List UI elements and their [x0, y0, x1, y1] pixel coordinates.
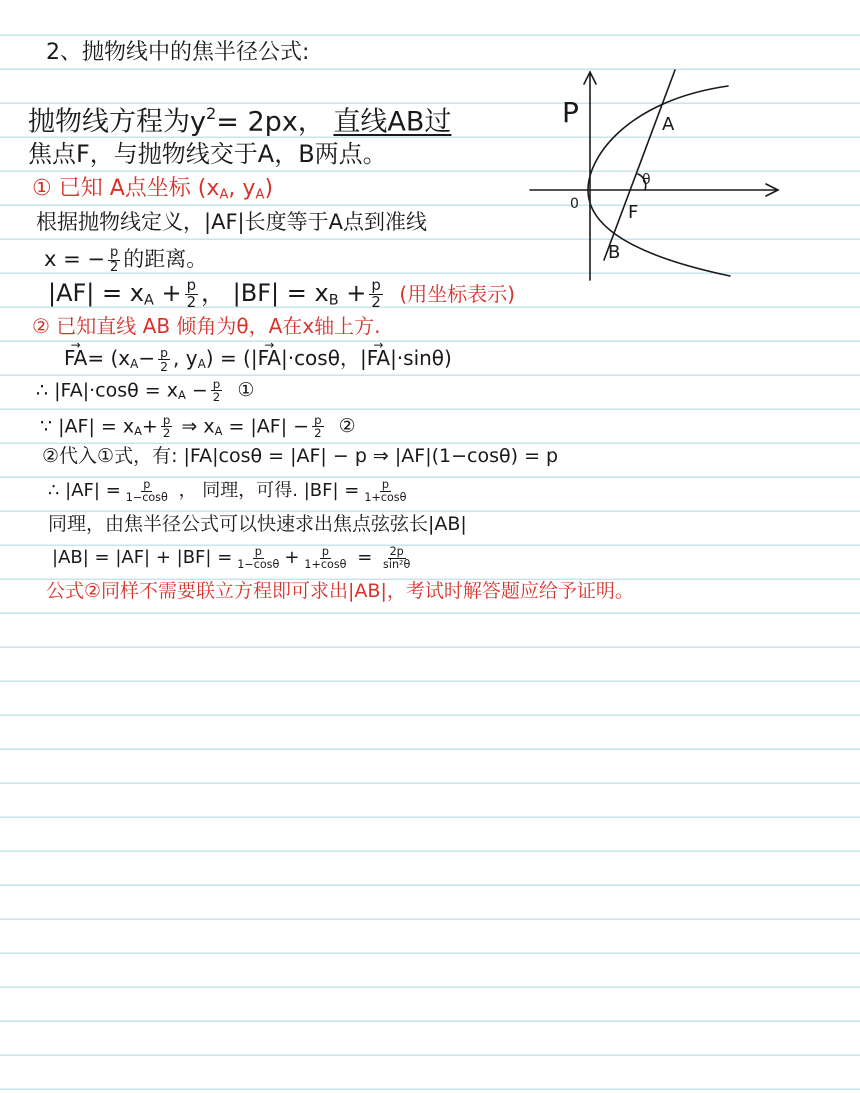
equation-rhs: = 2px，: [216, 106, 325, 138]
step2-sub-2: A: [214, 424, 223, 439]
case1-formula: [48, 278, 515, 310]
fraction-p-over-2: [312, 414, 324, 440]
step2-mark: ②: [338, 415, 356, 438]
af-sub: A: [143, 292, 154, 309]
fraction-p-over-2: [211, 378, 223, 404]
axis-label-p: P: [562, 96, 579, 129]
step2-mid: ⇒ x: [181, 415, 215, 438]
case1-note: (用坐标表示): [399, 282, 516, 307]
frac-num: p: [162, 413, 171, 427]
intro-line-2: 焦点F，与抛物线交于A，B两点。: [28, 140, 387, 168]
vector-fa: → FA: [258, 348, 281, 368]
case1-title-end: ): [264, 176, 274, 201]
point-b-label: B: [608, 242, 621, 263]
frac-den: 1−cosθ: [125, 490, 168, 504]
frac-num: p: [160, 345, 168, 360]
bf-prefix: ， |BF| = x: [201, 279, 329, 308]
conclusion: 公式②同样不需要联立方程即可求出|AB|，考试时解答题应给予证明。: [46, 580, 634, 602]
fraction-p-over-2: [369, 278, 382, 310]
plus-sign: +: [161, 279, 182, 308]
frac-den: 1+cosθ: [304, 557, 347, 571]
fraction-p-over-1-minus-cos: [124, 479, 170, 503]
equation-y: y: [190, 106, 206, 138]
frac-den: 2: [186, 292, 197, 311]
frac-num: 2p: [389, 545, 404, 558]
frac-den: 2: [109, 259, 119, 275]
frac-num: p: [371, 276, 381, 294]
case1-sub-a-2: A: [255, 187, 265, 203]
angle-label: θ: [642, 172, 651, 188]
fraction-2p-over-sin-sq: [381, 546, 412, 570]
fraction-p-over-1-plus-cos: [302, 546, 348, 570]
case2-step-4: [48, 479, 411, 503]
fa-eq-2: , y: [173, 346, 198, 371]
case2-title: ② 已知直线 AB 倾角为θ，A在x轴上方.: [32, 314, 381, 338]
intro-suffix: 直线AB过: [333, 106, 452, 138]
fraction-p-over-1-minus-cos: [235, 546, 281, 570]
frac-den: 2: [314, 426, 322, 441]
step4-mid: ， 同理，可得. |BF| =: [178, 480, 360, 502]
case1-def-prefix: x = −: [44, 247, 105, 272]
frac-den: 2: [162, 426, 171, 441]
bf-sub: B: [328, 292, 339, 309]
intro-prefix: 抛物线方程为: [28, 106, 190, 138]
case1-def-suffix: 的距离。: [123, 247, 208, 272]
frac-den: sin²θ: [383, 557, 411, 571]
af-prefix: |AF| = x: [48, 279, 144, 308]
frac-num: p: [381, 478, 389, 491]
case1-title-mid: , y: [228, 176, 256, 201]
case1-sub-a: A: [219, 187, 229, 203]
fa-sub-a: A: [130, 357, 139, 372]
frac-num: p: [212, 377, 221, 391]
intro-line-1: [28, 104, 452, 138]
case2-step-5: 同理，由焦半径公式可以快速求出焦点弦弦长|AB|: [48, 513, 467, 535]
fraction-p-over-2: [185, 278, 198, 310]
fa-eq-4: |·cosθ，|: [280, 346, 367, 371]
equals-sign: =: [357, 547, 373, 569]
plus-sign: +: [346, 279, 367, 308]
case2-vector-eq: [64, 346, 452, 373]
fraction-p-over-2: [161, 414, 173, 440]
fraction-p-over-2: [158, 346, 170, 373]
step2-sub: A: [134, 424, 142, 439]
parabola-diagram: [520, 60, 790, 290]
plus-sign: +: [284, 547, 300, 569]
step4-prefix: ∴ |AF| =: [48, 480, 121, 502]
case1-title: [32, 178, 273, 202]
frac-num: p: [143, 478, 151, 491]
case2-step-3: ②代入①式，有: |FA|cosθ = |AF| − p ⇒ |AF|(1−cosθ) = p: [42, 445, 559, 467]
case2-step-2: [40, 414, 356, 440]
frac-den: 1−cosθ: [237, 557, 280, 571]
case1-definition-1: 根据抛物线定义，|AF|长度等于A点到准线: [36, 210, 427, 234]
focal-chord-ab: [604, 70, 675, 260]
equation-exponent: 2: [205, 104, 217, 123]
frac-num: p: [321, 545, 329, 558]
case2-step-6: [52, 546, 415, 570]
step1-sub: A: [178, 388, 186, 403]
origin-label: 0: [570, 196, 579, 212]
fa-eq-5: |·sinθ): [390, 346, 452, 371]
section-heading: 2、抛物线中的焦半径公式:: [46, 40, 310, 65]
frac-den: 1+cosθ: [364, 490, 407, 504]
step2-mid-2: = |AF| −: [228, 415, 310, 438]
point-f-label: F: [628, 202, 639, 223]
fa-sub-a-2: A: [197, 357, 206, 372]
step1-prefix: ∴ |FA|·cosθ = x: [36, 379, 178, 402]
vector-fa: → FA: [64, 348, 87, 368]
step1-mark: ①: [237, 379, 255, 402]
fa-eq-1: = (x: [87, 346, 131, 371]
step2-prefix: ∵ |AF| = x: [40, 415, 135, 438]
frac-num: p: [254, 545, 262, 558]
fa-eq-3: ) = (|: [205, 346, 258, 371]
frac-den: 2: [212, 390, 221, 405]
frac-num: p: [109, 245, 119, 260]
point-a-label: A: [662, 114, 675, 135]
fraction-p-over-1-plus-cos: [362, 479, 408, 503]
frac-den: 2: [160, 359, 168, 375]
case2-step-1: [36, 378, 254, 404]
step6-prefix: |AB| = |AF| + |BF| =: [52, 547, 233, 569]
vector-fa: → FA: [367, 348, 390, 368]
fraction-p-over-2: [108, 246, 120, 274]
plus-sign: +: [141, 415, 158, 438]
frac-den: 2: [371, 292, 381, 311]
case1-title-prefix: ① 已知 A点坐标 (x: [32, 176, 220, 201]
case1-definition-2: [44, 246, 207, 274]
minus-sign: −: [191, 379, 208, 402]
frac-num: p: [186, 276, 197, 294]
minus-sign: −: [138, 346, 156, 371]
frac-num: p: [314, 413, 322, 427]
